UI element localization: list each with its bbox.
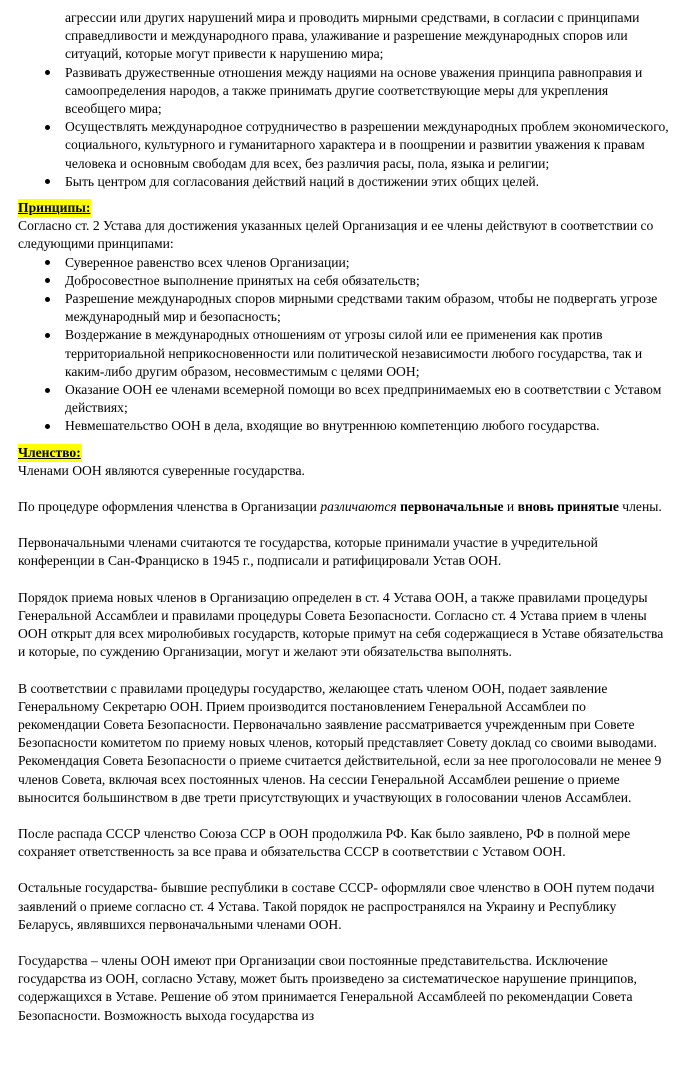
paragraph [18, 498, 670, 516]
bold-text: первоначальные [400, 499, 504, 515]
principles-intro: Согласно ст. 2 Устава для достижения указанных целей Организация и ее члены действуют в соответствии со следующими принципами: [18, 218, 654, 252]
list-item: агрессии или других нарушений мира и проводить мирными средствами, в согласии с принципами справедливости и международного права, улаживание и разрешение международных споров или ситуаций, которые могут привести к нарушению мира; [65, 10, 640, 62]
paragraph: Членами ООН являются суверенные государства. [18, 462, 305, 478]
section-heading-membership: Членство: [18, 444, 82, 462]
paragraph: Государства – члены ООН имеют при Организации свои постоянные представительства. Исключение государства из ООН, согласно Уставу, может быть произведено за систематическое нарушение принципов, содержащихся в Уставе. Решение об этом принимается Генеральной Ассамблеей по рекомендации Совета Безопасности. Возможность выхода государства из [18, 952, 637, 1023]
list-item: Невмешательство ООН в дела, входящие во внутреннюю компетенцию любого государства. [18, 417, 670, 435]
principles-list [18, 254, 670, 436]
paragraph: В соответствии с правилами процедуры государство, желающее стать членом ООН, подает заявление Генеральному Секретарю ООН. Прием производится постановлением Генеральной Ассамблеи по рекомендации Совета Безопасности. Первоначально заявление рассматривается учрежденным при Совете Безопасности комитетом по приему новых членов, который представляет Совету доклад со своими выводами. Рекомендация Совета Безопасности о приеме считается действительной, если за нее проголосовали не менее 9 членов Совета, включая всех постоянных членов. На сессии Генеральной Ассамблеи решение о приеме выносится большинством в две трети присутствующих и участвующих в голосовании членов Ассамблеи. [18, 680, 662, 805]
list-item: Развивать дружественные отношения между нациями на основе уважения принципа равноправия и самоопределения народов, а также принимать другие соответствующие меры для укрепления всеобщего мира; [18, 64, 670, 119]
text-run: По процедуре оформления членства в Организации [18, 499, 321, 515]
bold-text: вновь принятые [517, 499, 619, 515]
text-run: и [503, 499, 518, 515]
paragraph: Порядок приема новых членов в Организацию определен в ст. 4 Устава ООН, а также правилами процедуры Генеральной Ассамблеи и правилами процедуры Совета Безопасности. Согласно ст. 4 Устава прием в члены ООН открыт для всех миролюбивых государств, которые примут на себя содержащиеся в Уставе обязательства и которые, по суждению Организации, могут и желают эти обязательства выполнять. [18, 589, 664, 660]
list-item: Разрешение международных споров мирными средствами таким образом, чтобы не подвергать угрозе международный мир и безопасность; [18, 290, 670, 326]
text-run: члены. [618, 499, 662, 515]
list-item: Оказание ООН ее членами всемерной помощи во всех предпринимаемых ею в соответствии с Уставом действиях; [18, 381, 670, 417]
paragraph: Остальные государства- бывшие республики в составе СССР- оформляли свое членство в ООН путем подачи заявлений о приеме согласно ст. 4 Устава. Такой порядок не распространялся на Украину и Республику Беларусь, являвшихся первоначальными членами ООН. [18, 880, 655, 932]
paragraph: Первоначальными членами считаются те государства, которые принимали участие в учредительной конференции в Сан-Франциско в 1945 г., подписали и ратифицировали Устав ООН. [18, 535, 598, 569]
list-item: Суверенное равенство всех членов Организации; [18, 254, 670, 272]
goals-list [18, 9, 670, 191]
list-item: Осуществлять международное сотрудничество в разрешении международных проблем экономического, социального, культурного и гуманитарного характера и в поощрении и развитии уважения к правам человека и основным свободам для всех, без различия расы, пола, языка и религии; [18, 118, 670, 173]
italic-text: различаются [320, 499, 397, 515]
paragraph: После распада СССР членство Союза ССР в ООН продолжила РФ. Как было заявлено, РФ в полной мере сохраняет ответственность за все права и обязательства СССР в соответствии с Уставом ООН. [18, 825, 631, 860]
section-heading-principles: Принципы: [18, 199, 91, 217]
list-item: Добросовестное выполнение принятых на себя обязательств; [18, 272, 670, 290]
list-item: Быть центром для согласования действий наций в достижении этих общих целей. [18, 173, 670, 191]
list-item: Воздержание в международных отношениям от угрозы силой или ее применения как против территориальной неприкосновенности или политической независимости любого государства, так и каким-либо другим образом, несовместимым с целями ООН; [18, 326, 670, 381]
